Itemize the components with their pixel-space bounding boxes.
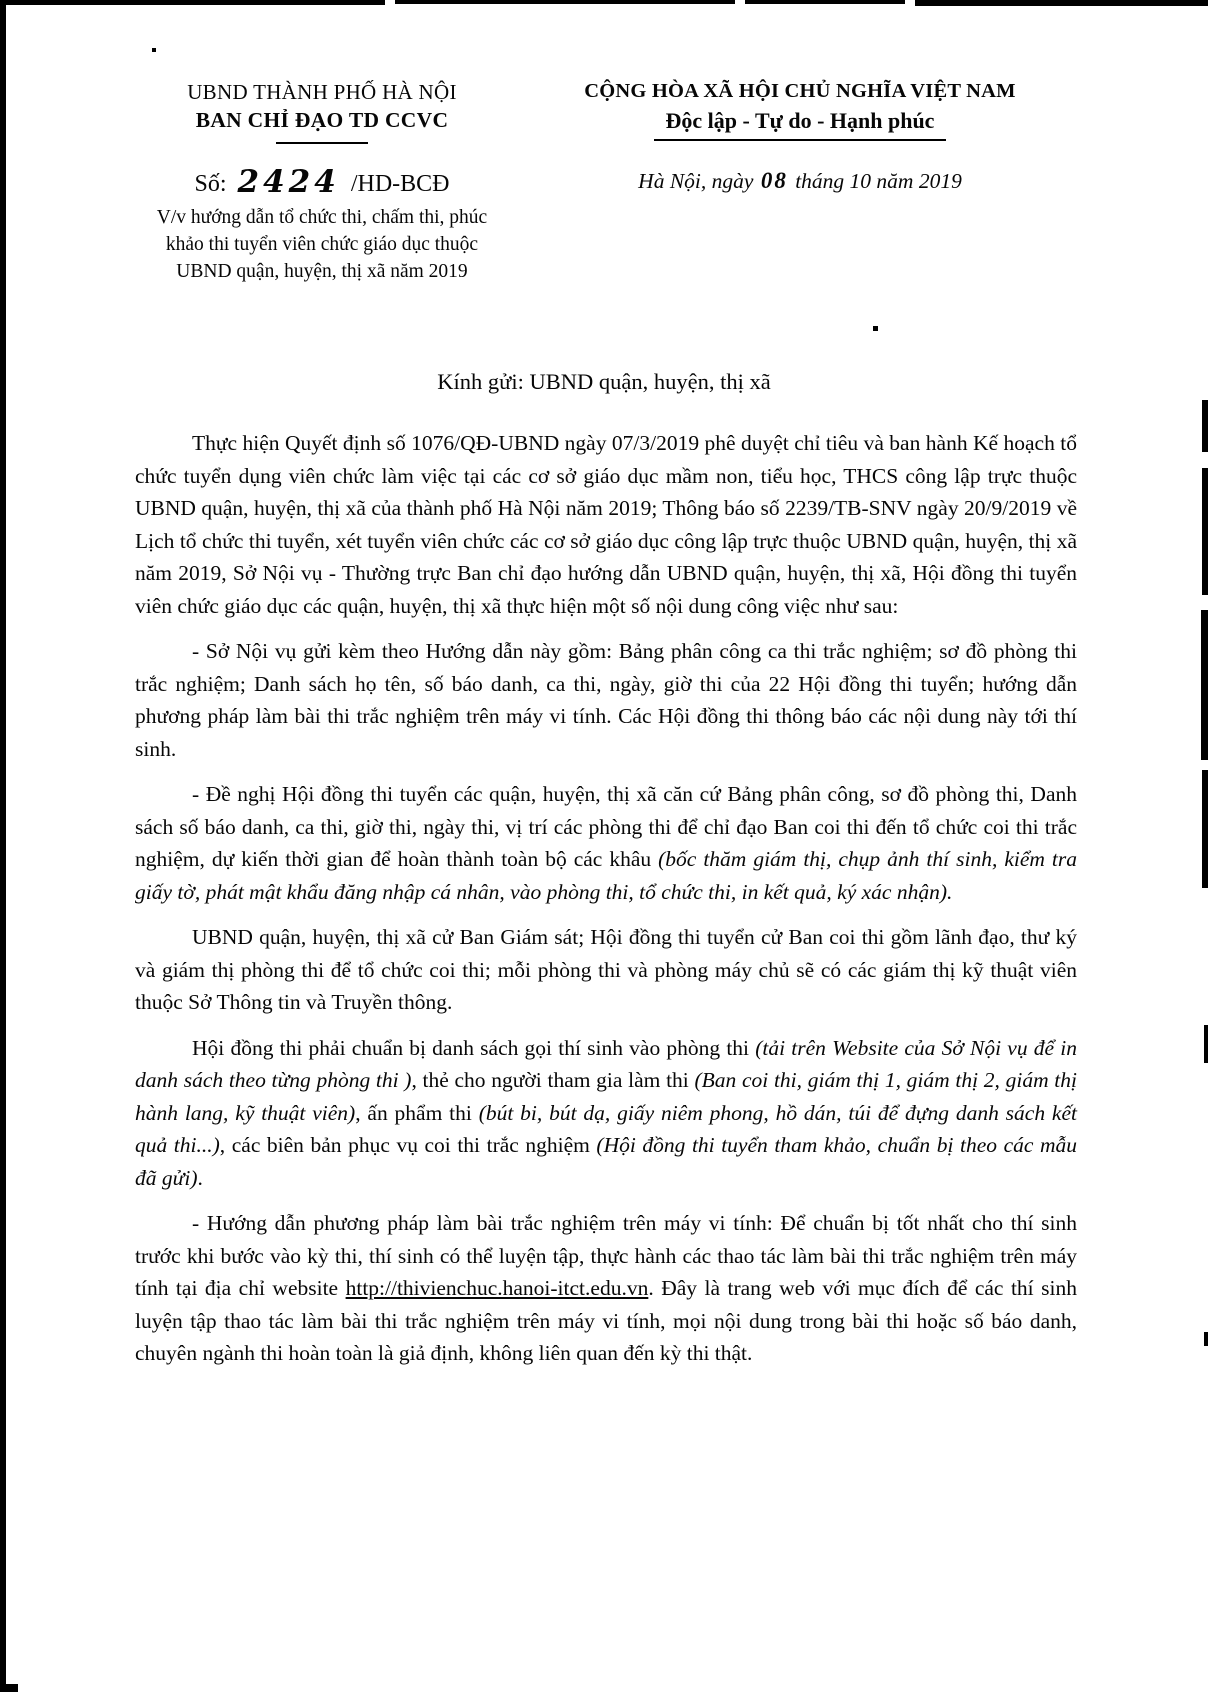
date-day-handwritten: 08 [760, 168, 788, 193]
scan-artifact-dot [873, 326, 878, 331]
national-motto: Độc lập - Tự do - Hạnh phúc [665, 108, 935, 133]
text-run: Hội đồng thi phải chuẩn bị danh sách gọi thí sinh vào phòng thi [192, 1035, 756, 1060]
body-paragraph-3 [135, 778, 1077, 908]
scan-artifact-top-edge [745, 0, 905, 4]
body-paragraph-5 [135, 1032, 1077, 1195]
document-number-value-handwritten: 2424 [237, 164, 340, 200]
scan-artifact-right-edge [1204, 1332, 1208, 1346]
national-title: CỘNG HÒA XÃ HỘI CHỦ NGHĨA VIỆT NAM [584, 80, 1016, 102]
org-name-divider [276, 142, 368, 144]
date-suffix: tháng 10 năm 2019 [795, 169, 962, 193]
salutation: Kính gửi: UBND quận, huyện, thị xã [437, 369, 771, 394]
scan-artifact-right-edge [1204, 1025, 1208, 1063]
website-url-text: http://thivienchuc.hanoi-itct.edu.vn [345, 1276, 649, 1300]
italic-note-run: (bút bi, bút dạ, giấy niêm phong, hồ dán, túi để đựng danh sách kết quả thi...) [135, 1100, 1077, 1157]
text-run: , các biên bản phục vụ coi thi trắc nghiệm [219, 1133, 597, 1157]
text-run: - Sở Nội vụ gửi kèm theo Hướng dẫn này gồm: Bảng phân công ca thi trắc nghiệm; sơ đồ phòng thi trắc nghiệm; Danh sách họ tên, số báo danh, ca thi, ngày, giờ thi của 22 Hội đồng thi tuyển; hướng dẫn phương pháp làm bài thi trắc nghiệm trên máy vi tính. Các Hội đồng thi thông báo các nội dung này tới thí sinh. [135, 639, 1077, 761]
text-run: . Đây là trang web với mục đích để các thí sinh luyện tập thao tác làm bài thi trắc nghiệm trên máy vi tính, mọi nội dung trong bài thi hoặc số báo danh, chuyên ngành thi hoàn toàn là giả định, không liên quan đến kỳ thi thật. [135, 1276, 1077, 1365]
text-run: - Đề nghị Hội đồng thi tuyển các quận, huyện, thị xã căn cứ Bảng phân công, sơ đồ phòng thi, Danh sách số báo danh, ca thi, giờ thi, ngày thi, vị trí các phòng thi để chỉ đạo Ban coi thi đến tổ chức coi thi trắc nghiệm, dự kiến thời gian để hoàn thành toàn bộ các khâu [135, 782, 1077, 871]
body-paragraph-4 [135, 921, 1077, 1019]
scan-artifact-top-edge [0, 0, 385, 5]
org-name: BAN CHỈ ĐẠO TD CCVC [195, 108, 449, 132]
scan-artifact-right-edge [1202, 468, 1208, 595]
document-number-label: Số: [194, 171, 227, 197]
italic-note-run: (tải trên Website của Sở Nội vụ để in danh sách theo từng phòng thi ) [135, 1035, 1077, 1092]
italic-note-run: (Ban coi thi, giám thị 1, giám thị 2, giám thị hành lang, kỹ thuật viên) [135, 1068, 1077, 1125]
issuing-org-block [126, 80, 518, 285]
document-number-suffix: /HD-BCĐ [350, 171, 450, 197]
document-body [135, 427, 1077, 1383]
text-run: , ấn phẩm thi [355, 1100, 479, 1125]
text-run: Thực hiện Quyết định số 1076/QĐ-UBND ngày 07/3/2019 phê duyệt chỉ tiêu và ban hành Kế hoạch tổ chức tuyển dụng viên chức làm việc tại các cơ sở giáo dục mầm non, tiểu học, THCS công lập trực thuộc UBND quận, huyện, thị xã của thành phố Hà Nội năm 2019; Thông báo số 2239/TB-SNV ngày 20/9/2019 về Lịch tổ chức thi tuyển, xét tuyển viên chức các cơ sở giáo dục công lập trực thuộc UBND quận, huyện, thị xã năm 2019, Sở Nội vụ - Thường trực Ban chỉ đạo hướng dẫn UBND quận, huyện, thị xã, Hội đồng thi tuyển viên chức giáo dục các quận, huyện, thị xã thực hiện một số nội dung công việc như sau: [135, 431, 1077, 618]
org-parent-name: UBND THÀNH PHỐ HÀ NỘI [187, 80, 457, 104]
body-paragraph-1 [135, 427, 1077, 622]
text-run: . [197, 1165, 203, 1190]
place-date-line [518, 168, 1082, 194]
scan-artifact-right-edge [1202, 770, 1208, 888]
motto-divider [654, 139, 946, 141]
scan-artifact-top-edge [395, 0, 735, 4]
body-paragraph-2 [135, 635, 1077, 765]
document-subject: V/v hướng dẫn tổ chức thi, chấm thi, phúc khảo thi tuyển viên chức giáo dục thuộc UBND quận, huyện, thị xã năm 2019 [156, 207, 488, 282]
italic-note-run: (bốc thăm giám thị, chụp ảnh thí sinh, kiểm tra giấy tờ, phát mật khẩu đăng nhập cá nhân, vào phòng thi, tổ chức thi, in kết quả, ký xác nhận). [135, 847, 1078, 904]
text-run: UBND quận, huyện, thị xã cử Ban Giám sát; Hội đồng thi tuyển cử Ban coi thi gồm lãnh đạo, thư ký và giám thị phòng thi để tổ chức coi thi; mỗi phòng thi và phòng máy chủ sẽ có các giám thị kỹ thuật viên thuộc Sở Thông tin và Truyền thông. [135, 925, 1077, 1014]
italic-note-run: (Hội đồng thi tuyển tham khảo, chuẩn bị theo các mẫu đã gửi) [135, 1133, 1077, 1190]
scan-artifact-left-edge [0, 0, 6, 1692]
scan-artifact-bottom-left [0, 1684, 18, 1692]
document-header [126, 80, 1082, 285]
scan-artifact-dot [152, 48, 156, 52]
date-prefix: Hà Nội, ngày [638, 169, 754, 193]
scan-artifact-right-edge [1201, 610, 1208, 760]
body-paragraph-6 [135, 1207, 1077, 1370]
text-run: - Hướng dẫn phương pháp làm bài trắc nghiệm trên máy vi tính: Để chuẩn bị tốt nhất cho thí sinh trước khi bước vào kỳ thi, thí sinh có thể luyện tập, thực hành các thao tác làm bài thi trắc nghiệm trên máy tính tại địa chỉ website [135, 1211, 1077, 1300]
scan-artifact-right-edge [1202, 400, 1208, 452]
text-run: , thẻ cho người tham gia làm thi [411, 1068, 695, 1092]
national-header-block [518, 80, 1082, 285]
scan-artifact-top-edge [915, 0, 1208, 6]
document-number [126, 163, 518, 199]
